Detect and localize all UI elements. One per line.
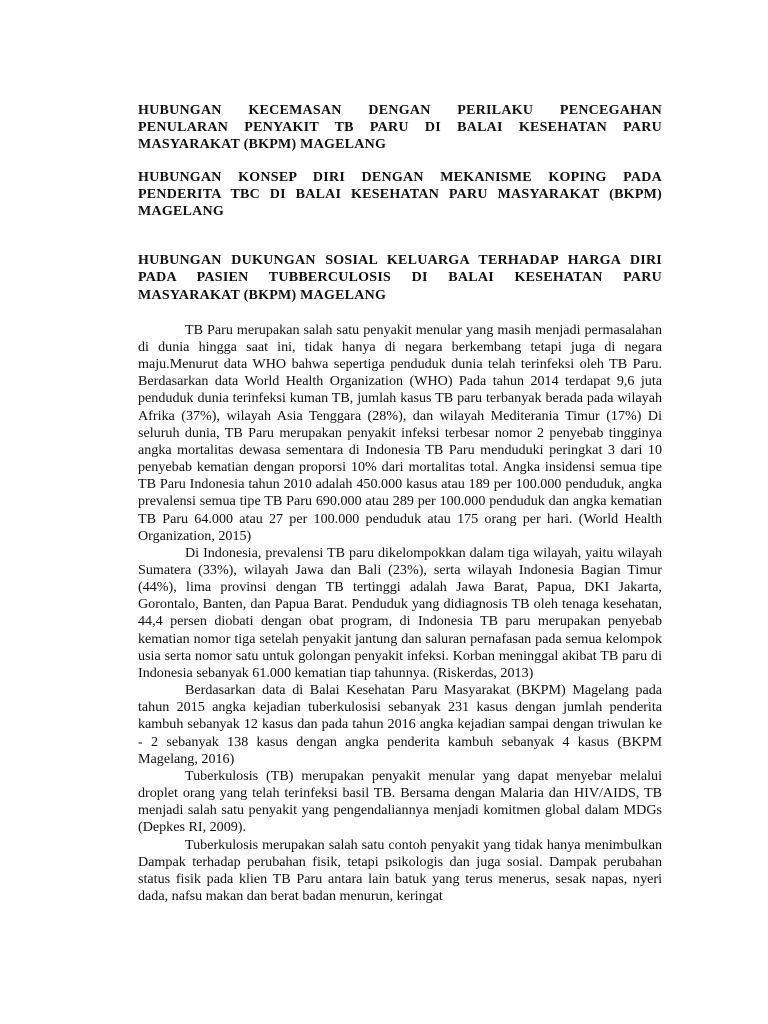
document-page	[138, 102, 662, 905]
body-paragraph-1: TB Paru merupakan salah satu penyakit menular yang masih menjadi permasalahan di dunia hingga saat ini, tidak hanya di negara berkembang tetapi juga di negara maju.Menurut data WHO bahwa sepertiga penduduk dunia telah terinfeksi oleh TB Paru. Berdasarkan data World Health Organization (WHO) Pada tahun 2014 terdapat 9,6 juta penduduk dunia terinfeksi kuman TB, jumlah kasus TB paru terbanyak berada pada wilayah Afrika (37%), wilayah Asia Tenggara (28%), dan wilayah Mediterania Timur (17%) Di seluruh dunia, TB Paru merupakan penyakit infeksi terbesar nomor 2 penyebab tingginya angka mortalitas dewasa sementara di Indonesia TB Paru menduduki peringkat 3 dari 10 penyebab kematian dengan proporsi 10% dari mortalitas total. Angka insidensi semua tipe TB Paru Indonesia tahun 2010 adalah 450.000 kasus atau 189 per 100.000 penduduk, angka prevalensi semua tipe TB Paru 690.000 atau 289 per 100.000 penduduk dan angka kematian TB Paru 64.000 atau 27 per 100.000 penduduk atau 175 orang per hari. (World Health Organization, 2015)	[138, 321, 662, 544]
body-paragraph-3: Berdasarkan data di Balai Kesehatan Paru Masyarakat (BKPM) Magelang pada tahun 2015 angka kejadian tuberkulosisi sebanyak 231 kasus dengan jumlah penderita kambuh sebanyak 12 kasus dan pada tahun 2016 angka kejadian sampai dengan triwulan ke - 2 sebanyak 138 kasus dengan angka penderita kambuh sebanyak 4 kasus (BKPM Magelang, 2016)	[138, 682, 662, 767]
title-heading-1: HUBUNGAN KECEMASAN DENGAN PERILAKU PENCEGAHAN PENULARAN PENYAKIT TB PARU DI BALAI KESEHATAN PARU MASYARAKAT (BKPM) MAGELANG	[138, 103, 662, 153]
body-paragraph-4: Tuberkulosis (TB) merupakan penyakit menular yang dapat menyebar melalui droplet orang yang telah terinfeksi basil TB. Bersama dengan Malaria dan HIV/AIDS, TB menjadi salah satu penyakit yang pengendaliannya menjadi komitmen global dalam MDGs (Depkes RI, 2009).	[138, 767, 662, 836]
title-heading-3: HUBUNGAN DUKUNGAN SOSIAL KELUARGA TERHADAP HARGA DIRI PADA PASIEN TUBBERCULOSIS DI BALAI KESEHATAN PARU MASYARAKAT (BKPM) MAGELANG	[138, 253, 662, 303]
body-paragraph-2: Di Indonesia, prevalensi TB paru dikelompokkan dalam tiga wilayah, yaitu wilayah Sumatera (33%), wilayah Jawa dan Bali (23%), serta wilayah Indonesia Bagian Timur (44%), lima provinsi dengan TB tertinggi adalah Jawa Barat, Papua, DKI Jakarta, Gorontalo, Banten, dan Papua Barat. Penduduk yang didiagnosis TB oleh tenaga kesehatan, 44,4 persen diobati dengan obat program, di Indonesia TB paru merupakan penyebab kematian nomor tiga setelah penyakit jantung dan saluran pernafasan pada semua kelompok usia serta nomor satu untuk golongan penyakit infeksi. Korban meninggal akibat TB paru di Indonesia sebanyak 61.000 kematian tiap tahunnya. (Riskerdas, 2013)	[138, 544, 662, 681]
title-heading-2: HUBUNGAN KONSEP DIRI DENGAN MEKANISME KOPING PADA PENDERITA TBC DI BALAI KESEHATAN PARU MASYARAKAT (BKPM) MAGELANG	[138, 169, 662, 220]
body-paragraph-5: Tuberkulosis merupakan salah satu contoh penyakit yang tidak hanya menimbulkan Dampak terhadap perubahan fisik, tetapi psikologis dan juga sosial. Dampak perubahan status fisik pada klien TB Paru antara lain batuk yang terus menerus, sesak napas, nyeri dada, nafsu makan dan berat badan menurun, keringat	[138, 836, 662, 904]
